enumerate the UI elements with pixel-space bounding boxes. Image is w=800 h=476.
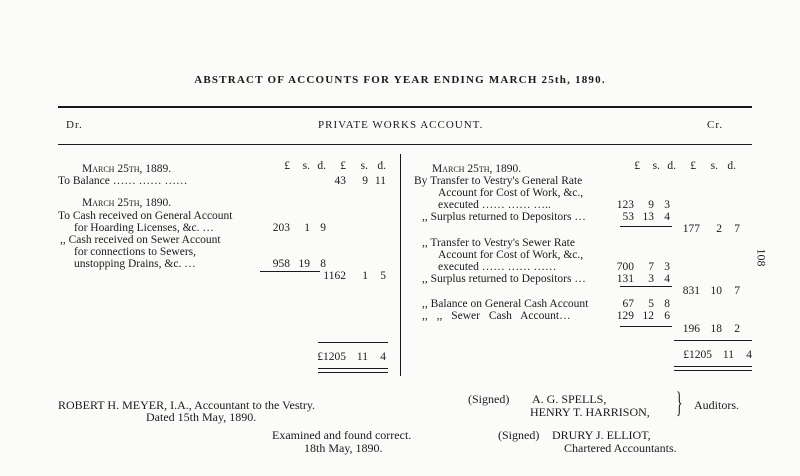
debit-date-2: March 25th, 1890. bbox=[82, 197, 172, 209]
debit-subtotal-rule bbox=[260, 271, 320, 272]
col-head: d. bbox=[317, 160, 326, 172]
pence: 4 bbox=[380, 351, 386, 363]
credit-c-line3: executed …… …… …… bbox=[438, 261, 557, 273]
signed-label-1: (Signed) bbox=[468, 392, 510, 406]
pence: 4 bbox=[664, 273, 670, 285]
page-title: ABSTRACT OF ACCOUNTS FOR YEAR ENDING MARCH 25th, 1890. bbox=[194, 74, 606, 86]
shillings: 2 bbox=[716, 223, 722, 235]
col-head: d. bbox=[377, 160, 386, 172]
pounds: 131 bbox=[616, 273, 634, 285]
credit-total-rule-top bbox=[674, 340, 752, 341]
pence: 7 bbox=[734, 223, 740, 235]
pence: 11 bbox=[374, 175, 386, 187]
dr-label: Dr. bbox=[66, 119, 83, 131]
credit-date: March 25th, 1890. bbox=[432, 163, 522, 175]
credit-c-line2: Account for Cost of Work, &c., bbox=[438, 249, 584, 261]
debit-total-rule-top bbox=[318, 342, 388, 343]
pounds: £1205 bbox=[317, 351, 346, 363]
accountant-signature: ROBERT H. MEYER, I.A., Accountant to the Vestry. bbox=[58, 398, 316, 412]
cr-label: Cr. bbox=[707, 119, 724, 131]
credit-sub1-rule bbox=[620, 226, 672, 227]
col-head: £ bbox=[340, 160, 346, 172]
debit-item2-line3: unstopping Drains, &c. … bbox=[74, 258, 196, 270]
pounds: 196 bbox=[682, 323, 700, 335]
account-name: PRIVATE WORKS ACCOUNT. bbox=[318, 119, 484, 131]
pence: 4 bbox=[664, 211, 670, 223]
top-rule bbox=[58, 106, 752, 108]
examined-date: 18th May, 1890. bbox=[304, 441, 383, 455]
pence: 8 bbox=[664, 298, 670, 310]
shillings: 3 bbox=[648, 273, 654, 285]
credit-a-line2: Account for Cost of Work, &c., bbox=[438, 187, 584, 199]
pence: 6 bbox=[664, 310, 670, 322]
debit-item1-line2: for Hoarding Licenses, &c. … bbox=[74, 222, 214, 234]
debit-item2-line2: for connections to Sewers, bbox=[74, 246, 196, 258]
pounds: 43 bbox=[334, 175, 346, 187]
shillings: 12 bbox=[642, 310, 654, 322]
credit-e-label: ,, Balance on General Cash Account bbox=[422, 298, 589, 310]
pounds: 1162 bbox=[323, 270, 346, 282]
shillings: 13 bbox=[642, 211, 654, 223]
shillings: 18 bbox=[710, 323, 722, 335]
shillings: 5 bbox=[648, 298, 654, 310]
credit-total-rule-bottom bbox=[674, 366, 752, 371]
pounds: 67 bbox=[622, 298, 634, 310]
page-number: 108 bbox=[754, 248, 769, 267]
credit-a-line1: By Transfer to Vestry's General Rate bbox=[414, 175, 583, 187]
col-head: d. bbox=[667, 160, 676, 172]
shillings: 9 bbox=[362, 175, 368, 187]
credit-sub1 bbox=[672, 222, 740, 236]
debit-balance-amount bbox=[326, 174, 386, 188]
pence: 8 bbox=[320, 258, 326, 270]
credit-f-label: ,, ,, Sewer Cash Account… bbox=[422, 310, 571, 322]
col-head: £ bbox=[284, 160, 290, 172]
pounds: 123 bbox=[616, 199, 634, 211]
credit-f-amount bbox=[606, 309, 670, 323]
pence: 7 bbox=[734, 285, 740, 297]
credit-sub2 bbox=[672, 284, 740, 298]
credit-col-heads bbox=[626, 159, 736, 173]
pence: 2 bbox=[734, 323, 740, 335]
credit-total bbox=[672, 348, 752, 362]
col-head: s. bbox=[652, 160, 660, 172]
credit-b-label: ,, Surplus returned to Depositors … bbox=[422, 211, 586, 223]
col-head: s. bbox=[302, 160, 310, 172]
examined-text: Examined and found correct. bbox=[272, 428, 412, 442]
pounds: 958 bbox=[272, 258, 290, 270]
col-head: s. bbox=[710, 160, 718, 172]
chartered-label: Chartered Accountants. bbox=[564, 441, 677, 455]
shillings: 10 bbox=[710, 285, 722, 297]
pounds: £1205 bbox=[683, 349, 712, 361]
pence: 3 bbox=[664, 261, 670, 273]
col-head: s. bbox=[360, 160, 368, 172]
shillings: 1 bbox=[362, 270, 368, 282]
pounds: 203 bbox=[272, 222, 290, 234]
col-head: £ bbox=[634, 160, 640, 172]
auditor-brace: } bbox=[676, 386, 683, 419]
credit-d-amount bbox=[606, 272, 670, 286]
credit-a-line3: executed …… …… ….. bbox=[438, 199, 551, 211]
pounds: 700 bbox=[616, 261, 634, 273]
credit-sub2-rule bbox=[620, 286, 672, 287]
shillings: 11 bbox=[722, 349, 734, 361]
pounds: 177 bbox=[682, 223, 700, 235]
pence: 4 bbox=[746, 349, 752, 361]
shillings: 19 bbox=[298, 258, 310, 270]
credit-sub3-rule bbox=[620, 326, 672, 327]
debit-item2-line1: ,, Cash received on Sewer Account bbox=[60, 234, 221, 246]
credit-sub3 bbox=[672, 322, 740, 336]
col-head: d. bbox=[727, 160, 736, 172]
auditor-name-2: HENRY T. HARRISON, bbox=[530, 405, 650, 419]
shillings: 7 bbox=[648, 261, 654, 273]
header-rule bbox=[58, 144, 752, 145]
pounds: 129 bbox=[616, 310, 634, 322]
debit-item1-line1: To Cash received on General Account bbox=[58, 210, 233, 222]
debit-total bbox=[306, 350, 386, 364]
accountant-dated: Dated 15th May, 1890. bbox=[146, 410, 257, 424]
pence: 9 bbox=[320, 222, 326, 234]
credit-d-label: ,, Surplus returned to Depositors … bbox=[422, 273, 586, 285]
shillings: 1 bbox=[304, 222, 310, 234]
debit-date-1: March 25th, 1889. bbox=[82, 163, 172, 175]
auditor-name-1: A. G. SPELLS, bbox=[532, 392, 607, 406]
pence: 5 bbox=[380, 270, 386, 282]
credit-b-amount bbox=[606, 210, 670, 224]
col-head: £ bbox=[690, 160, 696, 172]
chartered-name: DRURY J. ELLIOT, bbox=[552, 428, 651, 442]
shillings: 9 bbox=[648, 199, 654, 211]
auditors-label: Auditors. bbox=[694, 398, 739, 412]
signed-label-2: (Signed) bbox=[498, 428, 540, 442]
pounds: 831 bbox=[682, 285, 700, 297]
debit-subtotal bbox=[314, 269, 386, 283]
debit-balance-label: To Balance …… …… …… bbox=[58, 175, 188, 187]
pence: 3 bbox=[664, 199, 670, 211]
debit-item1-amount bbox=[262, 221, 326, 235]
shillings: 11 bbox=[356, 351, 368, 363]
credit-c-line1: ,, Transfer to Vestry's Sewer Rate bbox=[422, 237, 575, 249]
pounds: 53 bbox=[622, 211, 634, 223]
debit-col-heads bbox=[276, 159, 386, 173]
center-divider bbox=[400, 154, 401, 376]
debit-total-rule-bottom bbox=[318, 368, 388, 373]
